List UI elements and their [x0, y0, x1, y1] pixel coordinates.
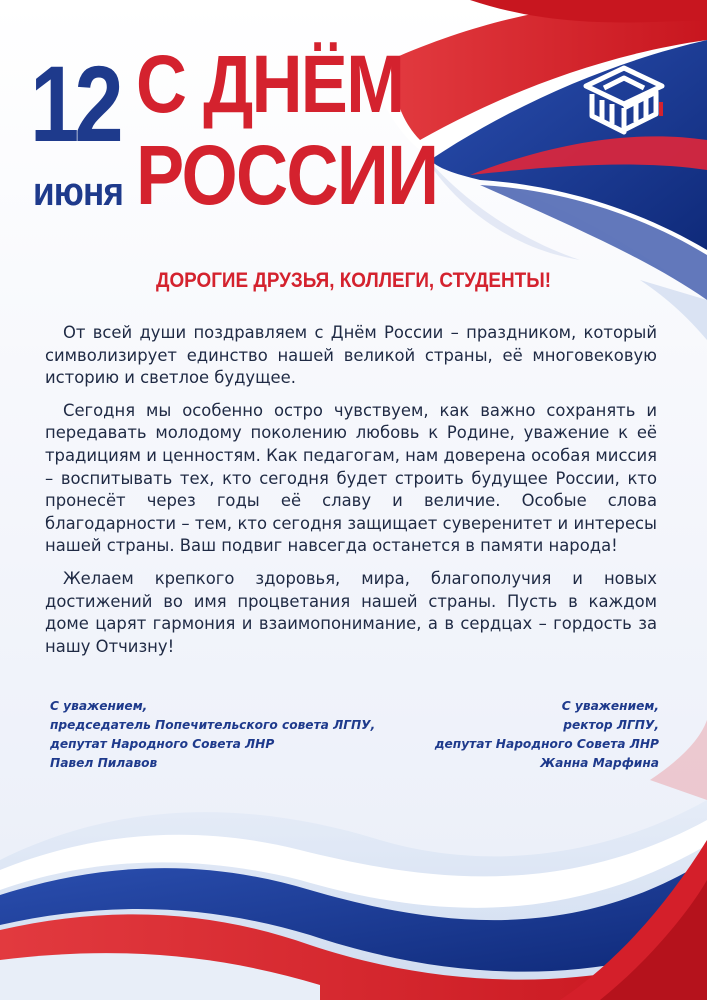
signature-left-line-1: С уважением,	[50, 699, 148, 713]
university-logo	[578, 58, 670, 138]
paragraph-1: От всей души поздравляем с Днём России – праздником, который символизирует единство нашей великой страны, её многовековую историю и светлое будущее.	[45, 323, 657, 388]
paragraph-3: Желаем крепкого здоровья, мира, благополучия и новых достижений во имя процветания нашей страны. Пусть в каждом доме царят гармония и взаимопонимание, а в сердцах – гордость за нашу Отчизну!	[45, 568, 657, 656]
date-day-number: 12	[30, 43, 119, 164]
signature-right-name: Жанна Марфина	[540, 756, 659, 770]
signature-left-line-3: депутат Народного Совета ЛНР	[50, 737, 275, 751]
signature-right-line-3: депутат Народного Совета ЛНР	[434, 737, 659, 751]
signature-left-name: Павел Пилавов	[50, 756, 158, 770]
date-month: июня	[33, 170, 123, 214]
signature-right-line-2: ректор ЛГПУ,	[563, 718, 659, 732]
signature-right	[319, 697, 659, 773]
paragraph-2: Сегодня мы особенно остро чувствуем, как важно сохранять и передавать молодому поколению любовь к Родине, уважение к её традициям и ценностям. Как педагогам, нам доверена особая миссия – воспитывать тех, кто сегодня будет строить будущее России, кто пронесёт через годы её славу и величие. Особые слова благодарности – тем, кто сегодня защищает суверенитет и интересы нашей страны. Ваш подвиг навсегда останется в памяти народа!	[45, 400, 657, 556]
signature-left-line-2: председатель Попечительского совета ЛГПУ,	[50, 718, 376, 732]
greeting-heading: ДОРОГИЕ ДРУЗЬЯ, КОЛЛЕГИ, СТУДЕНТЫ!	[155, 269, 552, 292]
title-line-1: С ДНЁМ	[136, 39, 404, 130]
letter-body	[45, 322, 657, 668]
title-line-2: РОССИИ	[136, 128, 438, 222]
signature-right-line-1: С уважением,	[561, 699, 659, 713]
